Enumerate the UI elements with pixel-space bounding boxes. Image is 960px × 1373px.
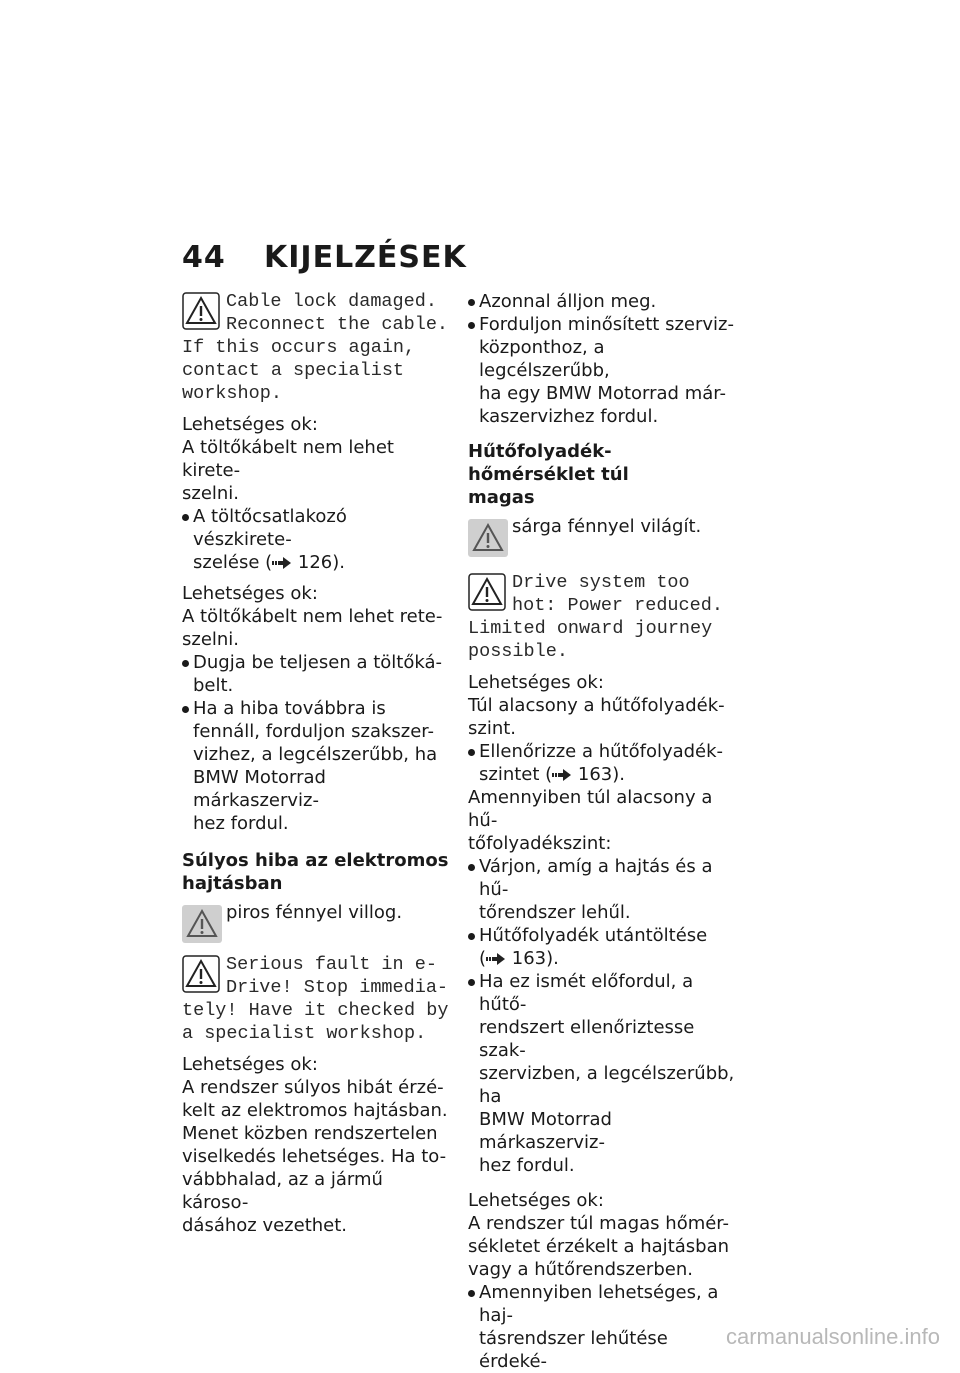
- cause-text: Túl alacsony a hűtőfolyadék- szint.: [468, 695, 725, 739]
- bullet-list: [182, 505, 450, 574]
- watermark: carmanualsonline.info: [725, 1324, 940, 1349]
- list-item: Azonnal álljon meg.: [468, 290, 736, 313]
- section-heading: Súlyos hiba az elektromos hajtásban: [182, 850, 449, 894]
- cause-label: Lehetséges ok:: [182, 583, 318, 604]
- cause-text: A töltőkábelt nem lehet rete- szelni.: [182, 606, 443, 650]
- page-reference-arrow-icon: [552, 769, 572, 781]
- cause-text: A rendszer túl magas hőmér- sékletet érzékelt a hajtásban vagy a hűtőrendszerben.: [468, 1213, 730, 1280]
- warning-triangle-icon: [468, 573, 506, 611]
- list-item: Forduljon minősített szerviz- központhoz, a legcélszerűbb, ha egy BMW Motorrad már- kaszervizhez fordul.: [468, 313, 736, 428]
- bullet-list: [468, 290, 736, 428]
- message-line: Drive! Stop immedia-: [226, 977, 449, 998]
- cause-label: Lehetséges ok:: [182, 414, 318, 435]
- lamp-description: sárga fénnyel világít.: [512, 516, 702, 537]
- page-header: [182, 240, 467, 280]
- bullet-list: [468, 740, 736, 786]
- right-column: [468, 290, 736, 1373]
- bullet-list: [182, 651, 450, 835]
- page-reference: 163).: [577, 764, 626, 785]
- warning-triangle-icon: [182, 955, 220, 993]
- left-column: [182, 290, 450, 1237]
- cause-text: A rendszer súlyos hibát érzé- kelt az elektromos hajtásban. Menet közben rendszertelen viselkedés lehetséges. Ha to- vábbhalad, az a jármű károso- dásához vezethet.: [182, 1077, 448, 1236]
- section-heading: Hűtőfolyadék-hőmérséklet túl magas: [468, 441, 629, 508]
- list-item: Várjon, amíg a hajtás és a hű- tőrendszer lehűl.: [468, 855, 736, 924]
- condition-text: Amennyiben túl alacsony a hű- tőfolyadékszint:: [468, 787, 713, 854]
- warning-triangle-icon: [182, 292, 220, 330]
- cause-label: Lehetséges ok:: [468, 672, 604, 693]
- bullet-text: A töltőcsatlakozó vészkirete- szelése (: [193, 506, 347, 573]
- page-reference-arrow-icon: [272, 557, 292, 569]
- warning-lamp-icon: [468, 519, 508, 557]
- page-title: KIJELZÉSEK: [264, 240, 467, 275]
- bullet-text: Hűtőfolyadék utántöltése (: [479, 925, 708, 969]
- bullet-list: [468, 855, 736, 1177]
- message-line: Drive system too: [512, 572, 690, 593]
- cause-label: Lehetséges ok:: [468, 1190, 604, 1211]
- message-line: hot: Power reduced.: [512, 595, 723, 616]
- list-item: Amennyiben lehetséges, a haj- tásrendszer lehűtése érdeké-: [468, 1281, 736, 1373]
- message-text: If this occurs again, contact a specialist workshop.: [182, 337, 416, 404]
- page-reference: 126).: [297, 552, 346, 573]
- list-item: Dugja be teljesen a töltőká- belt.: [182, 651, 450, 697]
- display-message-cable: [182, 290, 450, 405]
- indicator-lamp-row: [182, 901, 450, 947]
- cause-text: A töltőkábelt nem lehet kirete- szelni.: [182, 437, 394, 504]
- list-item: Ha ez ismét előfordul, a hűtő- rendszert ellenőriztesse szak- szervizben, a legcélszerűbb, ha BMW Motorrad márkaszerviz- hez fordul.: [468, 970, 736, 1177]
- list-item: Ha a hiba továbbra is fennáll, forduljon szakszer- vizhez, a legcélszerűbb, ha BMW Motorrad márkaszerviz- hez fordul.: [182, 697, 450, 835]
- message-line: Serious fault in e-: [226, 954, 437, 975]
- warning-lamp-icon: [182, 905, 222, 943]
- bullet-text: Ellenőrizze a hűtőfolyadék- szintet (: [479, 741, 724, 785]
- display-message-fault: [182, 953, 450, 1045]
- display-message-hot: [468, 571, 736, 663]
- list-item: [182, 505, 450, 574]
- message-text: Limited onward journey possible.: [468, 618, 713, 662]
- page-reference: 163).: [511, 948, 559, 969]
- list-item: [468, 924, 736, 970]
- page-reference-arrow-icon: [486, 953, 506, 965]
- bullet-list: [468, 1281, 736, 1373]
- message-line: Reconnect the cable.: [226, 314, 449, 335]
- message-text: tely! Have it checked by a specialist workshop.: [182, 1000, 449, 1044]
- list-item: [468, 740, 736, 786]
- indicator-lamp-row: [468, 515, 736, 561]
- page-number: 44: [182, 240, 226, 275]
- cause-label: Lehetséges ok:: [182, 1054, 318, 1075]
- message-line: Cable lock damaged.: [226, 291, 437, 312]
- lamp-description: piros fénnyel villog.: [226, 902, 403, 923]
